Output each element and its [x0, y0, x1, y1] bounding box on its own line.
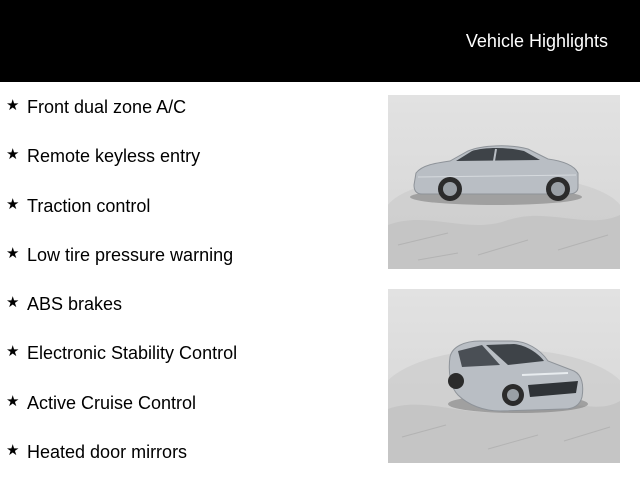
star-icon: ★ [6, 442, 20, 460]
star-icon: ★ [6, 146, 20, 164]
star-icon: ★ [6, 97, 20, 114]
list-item [6, 145, 237, 194]
feature-label: ABS brakes [27, 294, 123, 315]
list-item [6, 342, 237, 391]
list-item [6, 441, 237, 490]
car-front-illustration [388, 289, 620, 463]
star-icon: ★ [6, 195, 20, 213]
star-icon: ★ [6, 244, 20, 262]
feature-list [6, 96, 237, 490]
list-item [6, 96, 237, 145]
feature-label: Active Cruise Control [27, 392, 197, 413]
list-item [6, 195, 237, 244]
vehicle-photo-side[interactable] [388, 95, 620, 269]
feature-label: Remote keyless entry [27, 146, 201, 167]
car-side-illustration [388, 95, 620, 269]
star-icon: ★ [6, 294, 20, 312]
page-title: Vehicle Highlights [465, 31, 608, 51]
feature-label: Front dual zone A/C [27, 97, 187, 117]
header-bar [0, 0, 640, 82]
list-item [6, 293, 237, 342]
feature-label: Heated door mirrors [27, 442, 188, 463]
vehicle-photo-front[interactable] [388, 289, 620, 463]
feature-label: Electronic Stability Control [27, 343, 238, 364]
list-item [6, 244, 237, 293]
star-icon: ★ [6, 343, 20, 361]
feature-label: Traction control [27, 195, 151, 216]
list-item [6, 392, 237, 441]
feature-label: Low tire pressure warning [27, 244, 234, 265]
star-icon: ★ [6, 392, 20, 410]
